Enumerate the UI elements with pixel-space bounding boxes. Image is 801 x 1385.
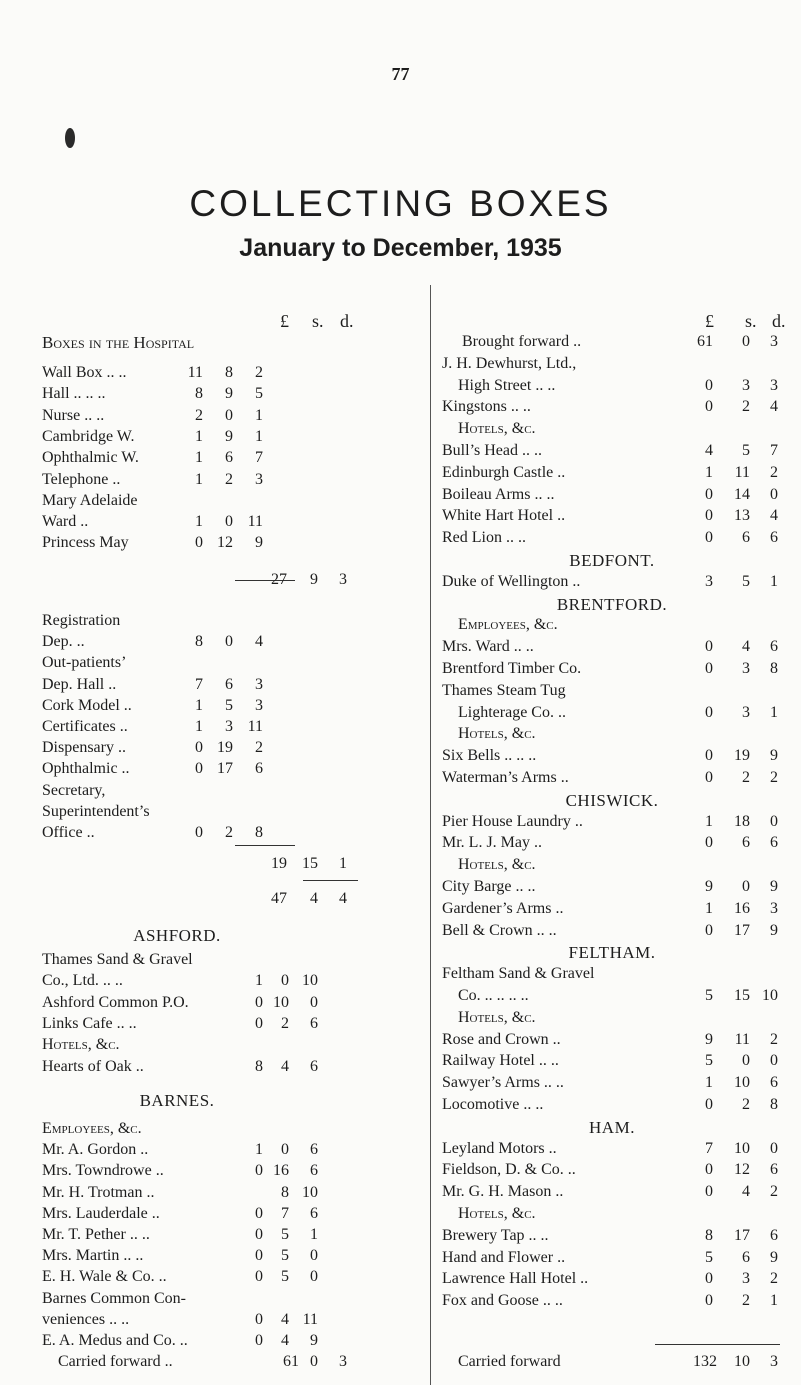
shillings-value: 5	[281, 1268, 289, 1286]
carried-forward-left-shillings: 0	[310, 1353, 318, 1370]
entry-label: Leyland Motors ..	[442, 1139, 557, 1157]
shillings-value: 9	[225, 385, 233, 403]
entry-label: Barnes Common Con-	[42, 1289, 186, 1307]
pence-value: 3	[770, 376, 778, 394]
pounds-value: 0	[705, 769, 713, 786]
shillings-value: 17	[217, 760, 233, 778]
shillings-value: 5	[742, 442, 750, 459]
pence-value: 6	[770, 638, 778, 656]
pence-value: 9	[770, 921, 778, 939]
pounds-value: 5	[705, 1248, 713, 1266]
pence-value: 9	[770, 1248, 778, 1266]
carried-forward-left-pounds: 61	[283, 1353, 299, 1370]
pence-value: 1	[255, 406, 263, 424]
pounds-value: 0	[195, 534, 203, 552]
entry-label: High Street .. ..	[458, 376, 556, 394]
entry-label: Brentford Timber Co.	[442, 660, 582, 677]
entry-label: Hotels, &c.	[458, 1008, 536, 1026]
pence-value: 2	[770, 463, 778, 481]
entry-label: Hand and Flower ..	[442, 1248, 566, 1266]
pounds-value: 1	[705, 1074, 713, 1092]
pence-value: 9	[255, 534, 263, 552]
column-header: d.	[340, 311, 354, 331]
shillings-value: 6	[742, 834, 750, 852]
town-heading: BEDFONT.	[569, 551, 655, 570]
pounds-value: 9	[705, 1030, 713, 1048]
entry-label: Mary Adelaide	[42, 491, 138, 509]
pounds-value: 0	[705, 638, 713, 656]
shillings-value: 6	[742, 529, 750, 547]
pounds-value: 1	[195, 427, 203, 445]
entry-label: Ward ..	[42, 513, 89, 531]
pounds-value: 0	[705, 529, 713, 547]
entry-label: Duke of Wellington ..	[442, 572, 581, 590]
pence-value: 8	[770, 660, 778, 677]
pounds-value: 0	[195, 824, 203, 841]
pence-value: 10	[302, 1183, 318, 1201]
page-number: 77	[391, 64, 410, 84]
entry-label: Employees, &c.	[458, 616, 558, 634]
entry-label: Mrs. Martin .. ..	[42, 1247, 144, 1265]
entry-label: E. H. Wale & Co. ..	[42, 1268, 167, 1286]
entry-label: White Hart Hotel ..	[442, 507, 566, 525]
entry-label: Mr. L. J. May ..	[442, 834, 542, 852]
shillings-value: 6	[225, 449, 233, 467]
entry-label: Mrs. Towndrowe ..	[42, 1162, 164, 1180]
pounds-value: 0	[255, 1226, 263, 1243]
pence-value: 4	[770, 398, 778, 416]
pence-value: 7	[255, 449, 263, 467]
column-header: £	[705, 311, 714, 331]
shillings-value: 10	[734, 1139, 750, 1157]
pounds-value: 0	[255, 1332, 263, 1349]
pounds-value: 1	[255, 1141, 263, 1159]
entry-label: Waterman’s Arms ..	[442, 769, 569, 786]
shillings-value: 2	[742, 1096, 750, 1113]
shillings-value: 0	[281, 972, 289, 990]
pounds-value: 0	[255, 1162, 263, 1180]
shillings-value: 5	[225, 696, 233, 714]
pence-value: 6	[770, 529, 778, 547]
entry-label: Hearts of Oak ..	[42, 1057, 144, 1075]
shillings-value: 16	[273, 1162, 289, 1180]
department-subtotal-pounds: 19	[271, 855, 287, 872]
department-subtotal-pence: 1	[339, 855, 347, 872]
pounds-value: 8	[195, 385, 203, 403]
shillings-value: 2	[281, 1014, 289, 1032]
pence-value: 6	[310, 1162, 318, 1180]
pounds-value: 0	[705, 1096, 713, 1113]
pence-value: 0	[770, 1052, 778, 1070]
pounds-value: 0	[705, 834, 713, 852]
entry-label: Hotels, &c.	[458, 856, 536, 874]
pence-value: 2	[770, 1183, 778, 1201]
entry-label: Edinburgh Castle ..	[442, 463, 566, 481]
carried-forward-label: Carried forward	[458, 1353, 561, 1370]
shillings-value: 12	[217, 534, 233, 552]
shillings-value: 17	[734, 921, 750, 939]
shillings-value: 0	[742, 878, 750, 895]
pence-value: 6	[310, 1141, 318, 1159]
entry-label: Hotels, &c.	[458, 1205, 536, 1222]
pence-value: 0	[770, 812, 778, 830]
entry-label: Mrs. Ward .. ..	[442, 638, 534, 656]
pence-value: 0	[310, 993, 318, 1011]
pounds-value: 1	[195, 449, 203, 467]
column-header: £	[280, 311, 289, 331]
entry-label: Office ..	[42, 824, 95, 841]
shillings-value: 10	[273, 993, 289, 1011]
town-heading: BRENTFORD.	[556, 594, 668, 614]
shillings-value: 3	[742, 703, 750, 721]
pence-value: 9	[770, 878, 778, 895]
entry-label: Dispensary ..	[42, 739, 126, 757]
pence-value: 3	[255, 696, 263, 714]
pence-value: 2	[255, 364, 263, 381]
entry-label: Ophthalmic W.	[42, 449, 139, 467]
shillings-value: 3	[742, 1270, 750, 1288]
entry-label: Fieldson, D. & Co. ..	[442, 1161, 576, 1179]
entry-label: Rose and Crown ..	[442, 1030, 561, 1048]
pence-value: 6	[770, 1161, 778, 1179]
pounds-value: 0	[195, 760, 203, 778]
entry-label: Cork Model ..	[42, 696, 132, 714]
carried-forward-label: Carried forward ..	[58, 1353, 173, 1370]
town-heading: CHISWICK.	[565, 790, 659, 810]
shillings-value: 4	[742, 638, 750, 656]
shillings-value: 0	[225, 633, 233, 651]
shillings-value: 2	[225, 470, 233, 488]
pounds-value: 0	[255, 1247, 263, 1265]
shillings-value: 15	[734, 987, 750, 1004]
pounds-value: 0	[705, 747, 713, 765]
shillings-value: 4	[281, 1310, 289, 1328]
department-subtotal-shillings: 15	[302, 855, 318, 872]
entry-label: Locomotive .. ..	[442, 1096, 544, 1113]
hospital-grand-total-pounds: 47	[271, 890, 287, 907]
pence-value: 2	[770, 1030, 778, 1048]
entry-label: Dep. ..	[42, 633, 85, 651]
pence-value: 0	[310, 1247, 318, 1265]
total-rule	[303, 880, 358, 881]
entry-label: Hotels, &c.	[458, 420, 536, 438]
pounds-value: 5	[705, 1052, 713, 1070]
pounds-value: 0	[705, 1270, 713, 1288]
shillings-value: 16	[734, 899, 750, 917]
entry-label: Bull’s Head .. ..	[442, 442, 542, 459]
shillings-value: 2	[742, 398, 750, 416]
pence-value: 11	[247, 513, 263, 531]
entry-label: Hall .. .. ..	[42, 385, 106, 403]
entry-label: Sawyer’s Arms .. ..	[442, 1074, 564, 1092]
hospital-grand-total-pence: 4	[339, 890, 347, 907]
pounds-value: 8	[195, 633, 203, 651]
pence-value: 4	[255, 633, 263, 651]
pence-value: 6	[310, 1014, 318, 1032]
entry-label: Hotels, &c.	[42, 1036, 120, 1054]
pounds-value: 0	[705, 1161, 713, 1179]
entry-label: Mr. A. Gordon ..	[42, 1141, 149, 1159]
entry-label: Telephone ..	[42, 470, 121, 488]
pounds-value: 0	[195, 739, 203, 757]
pounds-value: 1	[195, 470, 203, 488]
entry-label: Six Bells .. .. ..	[442, 747, 537, 765]
entry-label: Mr. T. Pether .. ..	[42, 1226, 150, 1243]
shillings-value: 18	[734, 812, 750, 830]
pounds-value: 0	[255, 1268, 263, 1286]
pence-value: 4	[770, 507, 778, 525]
pence-value: 5	[255, 385, 263, 403]
shillings-value: 0	[225, 513, 233, 531]
entry-label: Wall Box .. ..	[42, 364, 127, 381]
entry-label: Superintendent’s	[42, 802, 150, 820]
pounds-value: 4	[705, 442, 713, 459]
pounds-value: 0	[705, 376, 713, 394]
pounds-value: 5	[705, 987, 713, 1004]
entry-label: Kingstons .. ..	[442, 398, 531, 416]
entry-label: Hotels, &c.	[458, 725, 536, 743]
entry-label: Thames Steam Tug	[442, 681, 566, 699]
entry-label: Mr. G. H. Mason ..	[442, 1183, 564, 1201]
pounds-value: 8	[705, 1226, 713, 1244]
shillings-value: 4	[281, 1057, 289, 1075]
entry-label: Links Cafe .. ..	[42, 1014, 137, 1032]
column-header: d.	[772, 311, 786, 331]
entry-label: Mr. H. Trotman ..	[42, 1183, 155, 1201]
shillings-value: 2	[225, 824, 233, 841]
pence-value: 11	[302, 1310, 318, 1328]
pence-value: 1	[255, 427, 263, 445]
pounds-value: 1	[195, 696, 203, 714]
carried-forward-right-shillings: 10	[734, 1353, 750, 1370]
shillings-value: 19	[734, 747, 750, 765]
entry-label: Bell & Crown .. ..	[442, 921, 557, 939]
shillings-value: 14	[734, 485, 750, 503]
shillings-value: 0	[742, 1052, 750, 1070]
hospital-subtotal-pounds: 27	[271, 571, 287, 588]
pence-value: 3	[255, 675, 263, 693]
pence-value: 9	[770, 747, 778, 765]
hospital-grand-total-shillings: 4	[310, 890, 318, 907]
entry-label: Employees, &c.	[42, 1120, 142, 1137]
carried-forward-right-pounds: 132	[693, 1353, 717, 1370]
pence-value: 6	[770, 1226, 778, 1244]
entry-label: Ophthalmic ..	[42, 760, 130, 778]
entry-label: Lawrence Hall Hotel ..	[442, 1270, 589, 1288]
shillings-value: 19	[217, 739, 233, 757]
shillings-value: 11	[734, 1030, 750, 1048]
shillings-value: 5	[281, 1247, 289, 1265]
pounds-value: 0	[705, 703, 713, 721]
total-rule	[655, 1344, 780, 1345]
entry-label: Cambridge W.	[42, 427, 135, 445]
shillings-value: 5	[742, 572, 750, 590]
pence-value: 0	[310, 1268, 318, 1286]
pounds-value: 0	[705, 1292, 713, 1310]
pence-value: 1	[770, 1292, 778, 1310]
entry-label: Lighterage Co. ..	[458, 703, 566, 721]
entry-label: Gardener’s Arms ..	[442, 899, 564, 917]
hospital-subtotal-shillings: 9	[310, 571, 318, 588]
shillings-value: 13	[734, 507, 750, 525]
entry-label: Out-patients’	[42, 654, 127, 672]
pounds-value: 1	[705, 899, 713, 917]
pence-value: 3	[770, 899, 778, 917]
pounds-value: 3	[705, 572, 713, 590]
page-title: COLLECTING BOXES	[189, 183, 612, 224]
shillings-value: 10	[734, 1074, 750, 1092]
town-heading: FELTHAM.	[568, 943, 656, 963]
pounds-value: 9	[705, 878, 713, 895]
pence-value: 1	[770, 703, 778, 721]
pence-value: 2	[770, 769, 778, 786]
pence-value: 9	[310, 1332, 318, 1349]
pounds-value: 0	[255, 993, 263, 1011]
pence-value: 11	[247, 718, 263, 735]
pence-value: 6	[255, 760, 263, 778]
pence-value: 7	[770, 442, 778, 459]
shillings-value: 2	[742, 769, 750, 786]
shillings-value: 2	[742, 1292, 750, 1310]
pounds-value: 2	[195, 406, 203, 424]
pounds-value: 0	[705, 660, 713, 677]
pounds-value: 1	[705, 463, 713, 481]
pence-value: 8	[770, 1096, 778, 1113]
pounds-value: 61	[697, 333, 713, 350]
entry-label: Princess May	[42, 534, 129, 552]
town-heading-ashford: ASHFORD.	[133, 926, 221, 945]
shillings-value: 7	[281, 1204, 289, 1222]
pounds-value: 0	[255, 1310, 263, 1328]
pounds-value: 11	[187, 364, 203, 381]
shillings-value: 0	[225, 406, 233, 424]
entry-label: Co., Ltd. .. ..	[42, 972, 123, 990]
subtotal-rule	[235, 845, 295, 846]
entry-label: Registration	[42, 612, 121, 629]
entry-label: Red Lion .. ..	[442, 529, 526, 547]
entry-label: Railway Hotel .. ..	[442, 1052, 559, 1070]
town-heading: HAM.	[589, 1117, 635, 1137]
shillings-value: 8	[281, 1183, 289, 1201]
pounds-value: 1	[195, 513, 203, 531]
shillings-value: 6	[742, 1248, 750, 1266]
pence-value: 6	[770, 1074, 778, 1092]
pounds-value: 8	[255, 1057, 263, 1075]
shillings-value: 3	[225, 718, 233, 735]
entry-label: Co. .. .. .. ..	[458, 987, 529, 1004]
shillings-value: 4	[742, 1183, 750, 1201]
pounds-value: 0	[255, 1204, 263, 1222]
entry-label: Thames Sand & Gravel	[42, 951, 193, 968]
pounds-value: 1	[195, 718, 203, 735]
entry-label: E. A. Medus and Co. ..	[42, 1332, 188, 1349]
pence-value: 2	[255, 739, 263, 757]
shillings-value: 4	[281, 1332, 289, 1349]
entry-label: Secretary,	[42, 781, 106, 799]
entry-label: Brought forward ..	[462, 333, 582, 350]
pounds-value: 1	[255, 972, 263, 990]
entry-label: Certificates ..	[42, 718, 128, 735]
carried-forward-left-pence: 3	[339, 1353, 347, 1370]
pounds-value: 7	[195, 675, 203, 693]
pence-value: 0	[770, 485, 778, 503]
entry-label: veniences .. ..	[42, 1310, 130, 1328]
entry-label: Boileau Arms .. ..	[442, 485, 555, 503]
pence-value: 6	[310, 1057, 318, 1075]
pence-value: 6	[770, 834, 778, 852]
pence-value: 8	[255, 824, 263, 841]
page-subtitle: January to December, 1935	[239, 234, 562, 262]
pence-value: 3	[770, 333, 778, 350]
pence-value: 3	[255, 470, 263, 488]
shillings-value: 5	[281, 1226, 289, 1243]
entry-label: Fox and Goose .. ..	[442, 1292, 563, 1310]
hospital-subtotal-pence: 3	[339, 571, 347, 588]
pounds-value: 7	[705, 1139, 713, 1157]
entry-label: City Barge .. ..	[442, 878, 536, 895]
pounds-value: 0	[705, 398, 713, 416]
shillings-value: 0	[742, 333, 750, 350]
column-header: s.	[745, 311, 757, 331]
column-divider	[430, 285, 431, 1385]
entry-label: Ashford Common P.O.	[42, 993, 189, 1011]
shillings-value: 12	[734, 1161, 750, 1179]
shillings-value: 8	[225, 364, 233, 381]
shillings-value: 3	[742, 376, 750, 394]
pence-value: 1	[310, 1226, 318, 1243]
entry-label: Dep. Hall ..	[42, 675, 117, 693]
pence-value: 2	[770, 1270, 778, 1288]
entry-label: J. H. Dewhurst, Ltd.,	[442, 354, 577, 372]
pounds-value: 0	[705, 1183, 713, 1201]
ink-blot-mark	[65, 128, 75, 148]
town-heading-barnes: BARNES.	[139, 1091, 215, 1110]
entry-label: Pier House Laundry ..	[442, 812, 583, 830]
shillings-value: 9	[225, 427, 233, 445]
pence-value: 1	[770, 572, 778, 590]
pence-value: 10	[302, 972, 318, 990]
shillings-value: 3	[742, 660, 750, 677]
pounds-value: 1	[705, 812, 713, 830]
entry-label: Feltham Sand & Gravel	[442, 965, 595, 983]
column-header: s.	[312, 311, 324, 331]
shillings-value: 6	[225, 675, 233, 693]
section-title: Boxes in the Hospital	[42, 333, 195, 352]
pence-value: 10	[762, 987, 778, 1004]
pounds-value: 0	[705, 921, 713, 939]
entry-label: Brewery Tap .. ..	[442, 1226, 549, 1244]
pounds-value: 0	[705, 507, 713, 525]
carried-forward-right-pence: 3	[770, 1353, 778, 1370]
entry-label: Mrs. Lauderdale ..	[42, 1204, 160, 1222]
shillings-value: 17	[734, 1226, 750, 1244]
pence-value: 0	[770, 1139, 778, 1157]
shillings-value: 0	[281, 1141, 289, 1159]
pounds-value: 0	[705, 485, 713, 503]
entry-label: Nurse .. ..	[42, 406, 105, 424]
pounds-value: 0	[255, 1014, 263, 1032]
pence-value: 6	[310, 1204, 318, 1222]
shillings-value: 11	[734, 463, 750, 481]
